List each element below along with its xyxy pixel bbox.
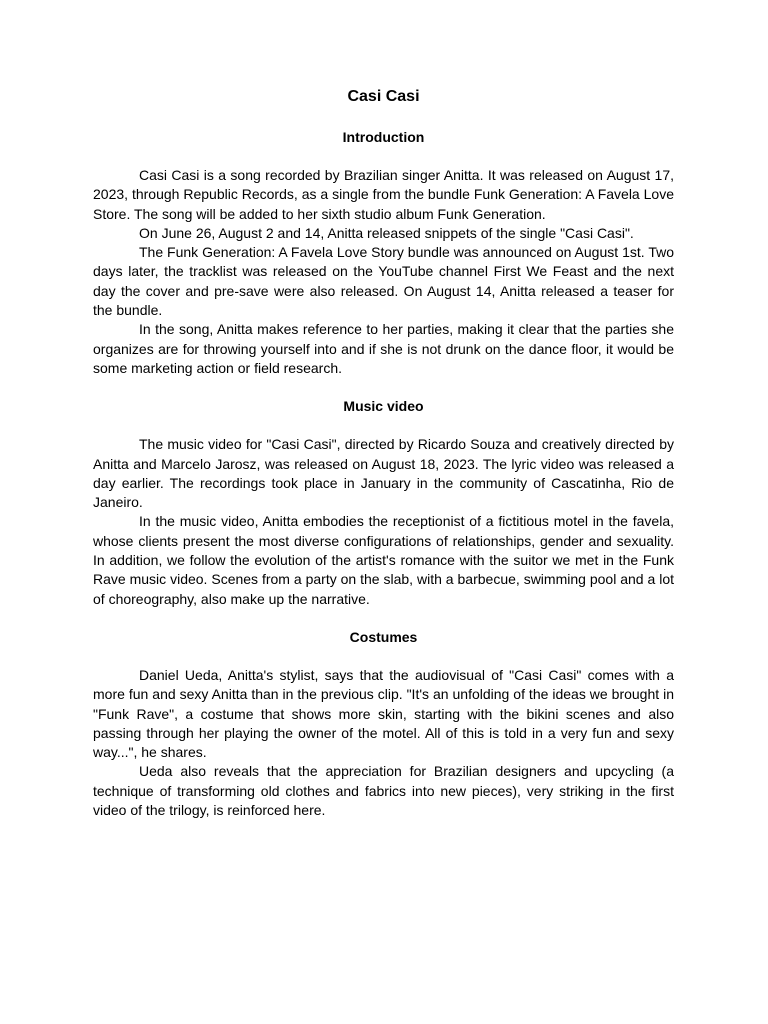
document-title: Casi Casi [347, 88, 420, 105]
paragraph: In the music video, Anitta embodies the receptionist of a fictitious motel in the favela, whose clients present the most diverse configurations of relationships, gender and sexuality. In addition, we follow the evolution of the artist's romance with the suitor we met in the Funk Rave music video. Scenes from a party on the slab, with a barbecue, swimming pool and a lot of choreography, also make up the narrative. [93, 513, 674, 607]
section-heading-music-video: Music video [343, 398, 424, 415]
section-costumes [93, 628, 674, 820]
paragraph: Ueda also reveals that the appreciation for Brazilian designers and upcycling (a technique of transforming old clothes and fabrics into new pieces), very striking in the first video of the trilogy, is reinforced here. [93, 763, 674, 819]
section-music-video [93, 397, 674, 609]
paragraph: In the song, Anitta makes reference to her parties, making it clear that the parties she organizes are for throwing yourself into and if she is not drunk on the dance floor, it would be some marketing action or field research. [93, 321, 674, 376]
paragraph: The Funk Generation: A Favela Love Story bundle was announced on August 1st. Two days later, the tracklist was released on the YouTube channel First We Feast and the next day the cover and pre-save were also released. On August 14, Anitta released a teaser for the bundle. [93, 244, 674, 319]
section-heading-introduction: Introduction [342, 129, 425, 145]
paragraph: Daniel Ueda, Anitta's stylist, says that the audiovisual of "Casi Casi" comes with a more fun and sexy Anitta than in the previous clip. "It's an unfolding of the ideas we brought in "Funk Rave", a costume that shows more skin, starting with the bikini scenes and also passing through her playing the owner of the motel. All of this is told in a very fun and sexy way...", he shares. [93, 666, 674, 761]
paragraph: The music video for "Casi Casi", directed by Ricardo Souza and creatively directed by Anitta and Marcelo Jarosz, was released on August 18, 2023. The lyric video was released a day earlier. The recordings took place in January in the community of Cascatinha, Rio de Janeiro. [93, 436, 674, 511]
paragraph: On June 26, August 2 and 14, Anitta released snippets of the single "Casi Casi". [139, 224, 634, 241]
section-heading-costumes: Costumes [349, 628, 418, 645]
section-introduction [93, 128, 674, 378]
paragraph: Casi Casi is a song recorded by Brazilian singer Anitta. It was released on August 17, 2023, through Republic Records, as a single from the bundle Funk Generation: A Favela Love Store. The song will be added to her sixth studio album Funk Generation. [93, 167, 674, 222]
